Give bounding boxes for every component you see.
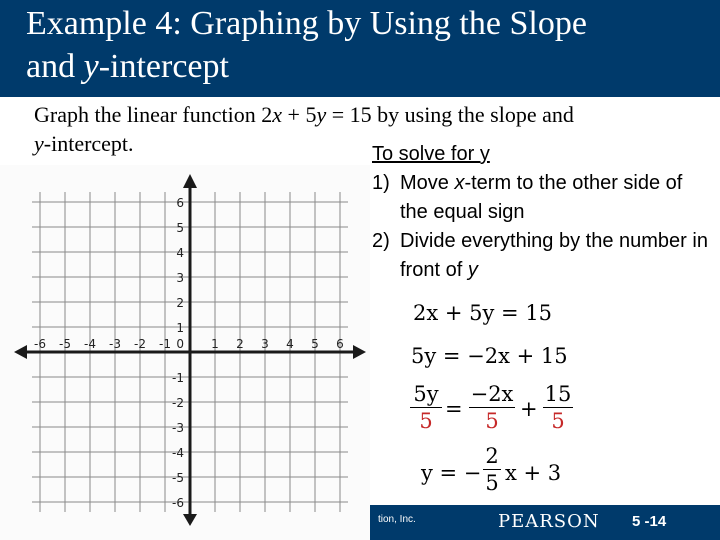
instruction-text-4: -intercept.	[43, 131, 134, 156]
title-bar	[0, 0, 720, 97]
y-tick-label: 4	[176, 246, 184, 260]
y-tick-label: 0	[176, 337, 184, 351]
equation-line-1: 2x + 5y = 15	[413, 301, 553, 325]
steps-heading: To solve for y	[372, 143, 490, 165]
equation-steps	[395, 290, 595, 510]
x-tick-label: 2	[236, 337, 244, 351]
fraction-5y-over-5	[410, 382, 442, 433]
y-tick-label: -1	[172, 371, 184, 385]
step-2-number: 2)	[372, 230, 390, 252]
equation-line-2: 5y = −2x + 15	[411, 344, 568, 368]
instruction-text-3: = 15 by using the slope and	[326, 102, 574, 127]
publisher-logo: PEARSON	[498, 511, 600, 532]
fraction-bar	[410, 407, 442, 408]
step-1-text-a: Move	[400, 172, 455, 194]
instruction-text-1: Graph the linear function 2	[34, 102, 273, 127]
x-tick-label: 3	[261, 337, 269, 351]
slide-number: 5 -14	[632, 513, 667, 530]
result-left: y = −	[421, 461, 482, 485]
x-tick-label: -6	[34, 337, 46, 351]
x-tick-label: 5	[311, 337, 319, 351]
x-tick-label: -1	[159, 337, 171, 351]
y-tick-label: 6	[176, 196, 184, 210]
fraction-numerator: 2	[485, 444, 499, 468]
fraction-bar	[469, 407, 515, 408]
y-tick-label: 2	[176, 296, 184, 310]
step-2-var: y	[467, 259, 478, 281]
step-1-text-b: -term to the other side of the equal sign	[400, 172, 683, 223]
instruction-var-y2: y	[34, 131, 44, 156]
fraction-denominator: 5	[551, 409, 565, 433]
footer-bar	[370, 505, 720, 540]
y-tick-label: 5	[176, 221, 184, 235]
equals-sign: =	[445, 397, 463, 421]
coordinate-grid	[0, 165, 370, 540]
result-right: x + 3	[505, 461, 562, 485]
title-line-2b: y	[83, 48, 99, 85]
title-line-1: Example 4: Graphing by Using the Slope	[26, 5, 587, 42]
step-1-var: x	[454, 172, 465, 194]
plus-sign: +	[520, 397, 538, 421]
graph-paper-photo	[0, 165, 370, 540]
instruction-text-2: + 5	[282, 102, 317, 127]
instruction-var-x: x	[272, 102, 283, 127]
fraction-numerator: 15	[544, 382, 572, 406]
step-1-number: 1)	[372, 172, 390, 194]
slope-fraction	[483, 444, 501, 495]
x-tick-label: 4	[286, 337, 294, 351]
step-2	[372, 227, 712, 285]
copyright-text: tion, Inc.	[378, 514, 416, 525]
fraction-denominator: 5	[419, 409, 433, 433]
x-tick-label: 1	[211, 337, 219, 351]
x-tick-label: -4	[84, 337, 96, 351]
fraction-denominator: 5	[485, 409, 499, 433]
title-line-2c: -intercept	[98, 48, 229, 85]
x-tick-label: 6	[336, 337, 344, 351]
step-2-text-a: Divide everything by the number in front of	[400, 230, 708, 281]
y-tick-label: -2	[172, 396, 184, 410]
fraction-bar	[483, 469, 501, 470]
y-tick-label: -4	[172, 446, 184, 460]
title-line-2a: and	[26, 48, 84, 85]
step-1	[372, 169, 712, 227]
y-tick-label: 3	[176, 271, 184, 285]
fraction-neg2x-over-5	[469, 382, 515, 433]
y-tick-label: -5	[172, 471, 184, 485]
fraction-denominator: 5	[485, 471, 499, 495]
slide-title	[26, 2, 706, 88]
fraction-numerator: −2x	[470, 382, 514, 406]
fraction-numerator: 5y	[413, 382, 439, 406]
y-tick-label: -3	[172, 421, 184, 435]
instruction-var-y: y	[316, 102, 327, 127]
fraction-15-over-5	[543, 382, 573, 433]
y-tick-label: -6	[172, 496, 184, 510]
x-tick-label: -5	[59, 337, 71, 351]
fraction-bar	[543, 407, 573, 408]
y-tick-label: 1	[176, 321, 184, 335]
x-tick-label: -2	[134, 337, 146, 351]
solve-steps	[372, 140, 712, 285]
x-tick-label: -3	[109, 337, 121, 351]
